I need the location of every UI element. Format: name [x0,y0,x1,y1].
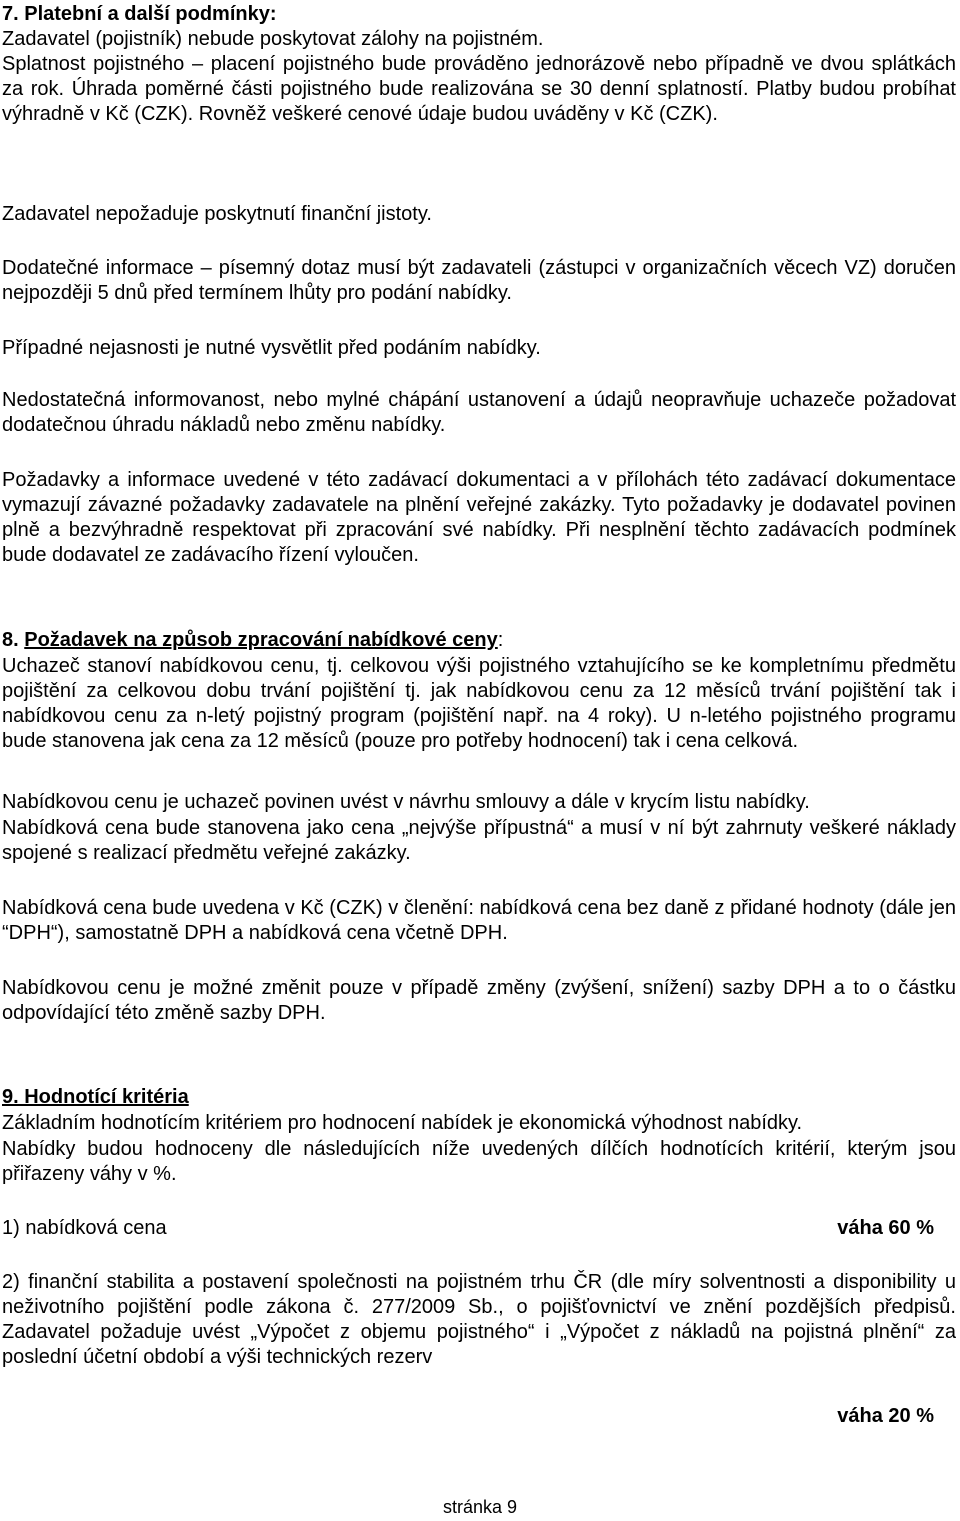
section-9-para-1: Nabídky budou hodnoceny dle následujících níže uvedených dílčích hodnotících kritérií, kterým jsou přiřazeny váhy v %. [2,1138,956,1185]
section-7-para-4: Případné nejasnosti je nutné vysvětlit před podáním nabídky. [2,337,541,359]
section-9-para-1-line-1: Základním hodnotícím kritériem pro hodnocení nabídek je ekonomická výhodnost nabídky. [2,1112,803,1134]
section-8-para-5: Nabídkovou cenu je možné změnit pouze v případě změny (zvýšení, snížení) sazby DPH a to o částku odpovídající této změně sazby DPH. [2,977,956,1024]
section-8-para-1: Uchazeč stanoví nabídkovou cenu, tj. celkovou výši pojistného vztahujícího se ke kompletnímu předmětu pojištění za celkovou dobu trvání pojištění tj. jak nabídkovou cenu za 12 měsíců trvání pojištění tak i nabídkovou cenu za n-letý pojistný program (pojištění např. na 4 roky). U n-letého pojistného programu bude stanovena jak cena za 12 měsíců (pouze pro potřeby hodnocení) tak i cena celková. [2,655,956,752]
section-8-number: 8. [2,629,19,651]
page-number-footer: stránka 9 [442,1497,518,1517]
section-8-para-4: Nabídková cena bude uvedena v Kč (CZK) v členění: nabídková cena bez daně z přidané hodnoty (dále jen “DPH“), samostatně DPH a nabídková cena včetně DPH. [2,897,956,944]
section-7-para-1: Splatnost pojistného – placení pojistného bude prováděno jednorázově nebo případně ve dvou splátkách za rok. Úhrada poměrné části pojistného bude realizována se 30 denní splatností. Platby budou probíhat výhradně v Kč (CZK). Rovněž veškeré cenové údaje budou uváděny v Kč (CZK). [2,53,956,125]
section-7-heading: 7. Platební a další podmínky: [2,3,277,25]
section-8-para-2: Nabídkovou cenu je uchazeč povinen uvést v návrhu smlouvy a dále v krycím listu nabídky. [2,791,810,813]
criterion-1-weight: váha 60 % [837,1217,934,1239]
section-8-para-3: Nabídková cena bude stanovena jako cena „nejvýše přípustná“ a musí v ní být zahrnuty veškeré náklady spojené s realizací předmětu veřejné zakázky. [2,817,956,864]
section-8-colon: : [497,629,504,651]
section-7-para-5: Nedostatečná informovanost, nebo mylné chápání ustanovení a údajů neopravňuje uchazeče požadovat dodatečnou úhradu nákladů nebo změnu nabídky. [2,389,956,436]
section-8-title: Požadavek na způsob zpracování nabídkové ceny [24,629,498,651]
section-8-heading [2,628,956,653]
section-7-para-2: Zadavatel nepožaduje poskytnutí finanční jistoty. [2,203,432,225]
section-7-para-6: Požadavky a informace uvedené v této zadávací dokumentaci a v přílohách této zadávací dokumentace vymazují závazné požadavky zadavatele na plnění veřejné zakázky. Tyto požadavky je dodavatel povinen plně a bezvýhradně respektovat při zpracování své nabídky. Při nesplnění těchto zadávacích podmínek bude dodavatel ze zadávacího řízení vyloučen. [2,469,956,566]
criterion-2-text: 2) finanční stabilita a postavení společnosti na pojistném trhu ČR (dle míry solventnosti a disponibility u neživotního pojištění podle zákona č. 277/2009 Sb., o pojišťovnictví ve znění pozdějších předpisů. Zadavatel požaduje uvést „Výpočet z objemu pojistného“ i „Výpočet z nákladů na pojistná plnění“ za poslední účetní období a výši technických rezerv [2,1271,956,1368]
criterion-1-row [2,1216,934,1241]
criterion-2-weight: váha 20 % [837,1405,934,1427]
section-7-para-3: Dodatečné informace – písemný dotaz musí být zadavateli (zástupci v organizačních věcech VZ) doručen nejpozději 5 dnů před termínem lhůty pro podání nabídky. [2,257,956,304]
section-7-para-1-line-1: Zadavatel (pojistník) nebude poskytovat zálohy na pojistném. [2,28,544,50]
section-9-heading: 9. Hodnotící kritéria [2,1086,189,1108]
criterion-1-label: 1) nabídková cena [2,1217,167,1239]
